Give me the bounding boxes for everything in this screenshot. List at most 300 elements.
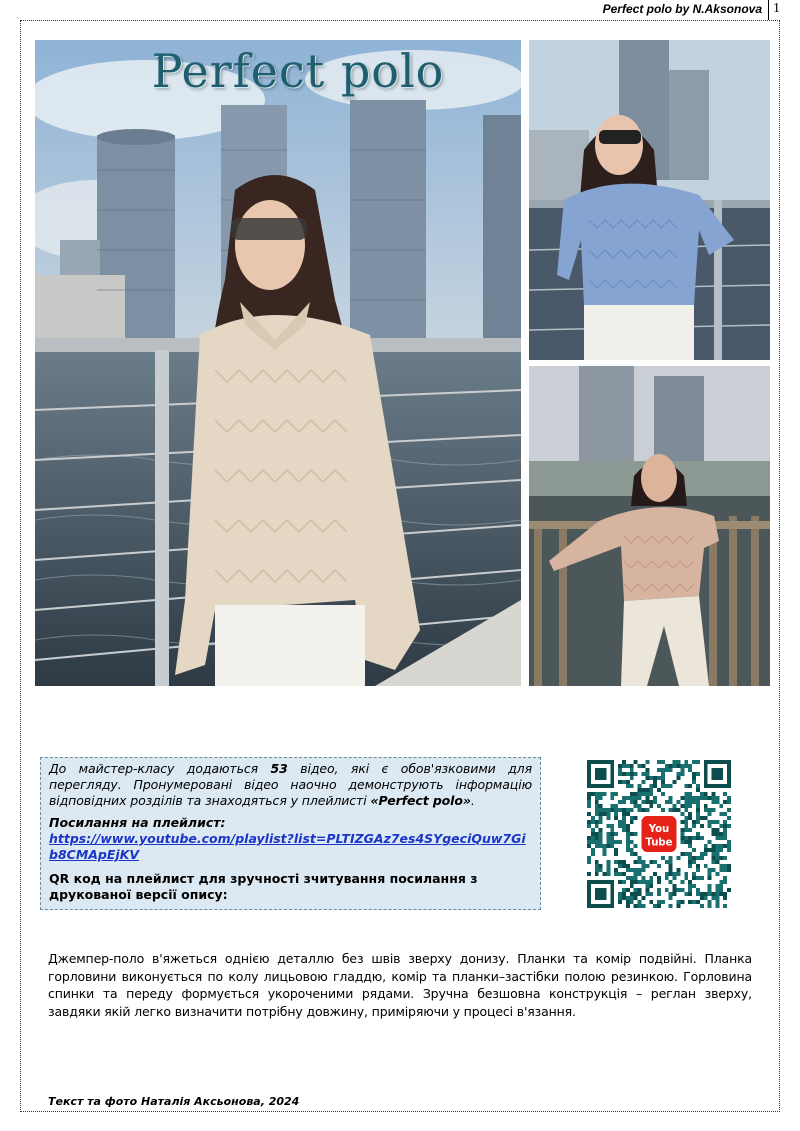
qr-module xyxy=(645,776,649,780)
qr-module xyxy=(712,796,716,800)
qr-module xyxy=(696,836,700,840)
qr-module xyxy=(634,792,638,796)
qr-module xyxy=(622,820,626,824)
qr-module xyxy=(719,836,723,840)
qr-module xyxy=(696,804,700,808)
qr-module xyxy=(618,768,622,772)
qr-module xyxy=(677,868,681,872)
qr-module xyxy=(723,856,727,860)
qr-module xyxy=(704,892,708,896)
playlist-qr-code[interactable] xyxy=(587,760,731,908)
qr-module xyxy=(603,872,607,876)
qr-module xyxy=(645,768,649,772)
pink-sweater-photo xyxy=(529,366,770,686)
qr-module xyxy=(634,876,638,880)
qr-module xyxy=(649,876,653,880)
qr-module xyxy=(680,764,684,768)
qr-module xyxy=(677,776,681,780)
qr-module xyxy=(614,872,618,876)
qr-module xyxy=(704,796,708,800)
qr-module xyxy=(657,768,661,772)
qr-module xyxy=(680,804,684,808)
qr-module xyxy=(700,816,704,820)
qr-module xyxy=(606,824,610,828)
qr-module xyxy=(614,860,618,864)
qr-module xyxy=(638,892,642,896)
qr-module xyxy=(638,804,642,808)
qr-module xyxy=(649,788,653,792)
qr-module xyxy=(688,852,692,856)
qr-module xyxy=(708,904,712,908)
qr-module xyxy=(657,892,661,896)
qr-module xyxy=(595,832,599,836)
qr-module xyxy=(673,884,677,888)
qr-module xyxy=(700,892,704,896)
qr-module xyxy=(677,904,681,908)
page-header xyxy=(603,0,780,18)
qr-module xyxy=(669,784,673,788)
qr-module xyxy=(630,820,634,824)
qr-module xyxy=(599,792,603,796)
qr-module xyxy=(587,872,591,876)
qr-module xyxy=(712,868,716,872)
qr-module xyxy=(618,808,622,812)
qr-module xyxy=(622,860,626,864)
qr-module xyxy=(700,824,704,828)
qr-module xyxy=(723,868,727,872)
qr-module xyxy=(610,832,614,836)
qr-module xyxy=(719,864,723,868)
qr-module xyxy=(657,788,661,792)
qr-module xyxy=(700,904,704,908)
qr-module xyxy=(727,796,731,800)
qr-module xyxy=(696,788,700,792)
qr-module xyxy=(680,832,684,836)
qr-module xyxy=(641,876,645,880)
qr-module xyxy=(614,808,618,812)
qr-module xyxy=(712,860,716,864)
qr-module xyxy=(657,876,661,880)
qr-module xyxy=(622,892,626,896)
qr-module xyxy=(661,856,665,860)
qr-module xyxy=(712,820,716,824)
qr-module xyxy=(630,784,634,788)
qr-module xyxy=(677,900,681,904)
qr-module xyxy=(630,896,634,900)
qr-module xyxy=(591,832,595,836)
qr-module xyxy=(626,896,630,900)
qr-module xyxy=(630,792,634,796)
qr-module xyxy=(715,852,719,856)
qr-module xyxy=(653,784,657,788)
qr-module xyxy=(603,848,607,852)
qr-module xyxy=(657,900,661,904)
blue-sweater-photo xyxy=(529,40,770,360)
qr-module xyxy=(587,840,591,844)
qr-module xyxy=(723,880,727,884)
playlist-link-label: Посилання на плейлист: xyxy=(49,815,226,830)
qr-module xyxy=(692,824,696,828)
qr-module xyxy=(618,864,622,868)
qr-module xyxy=(657,776,661,780)
qr-module xyxy=(723,820,727,824)
qr-module xyxy=(692,856,696,860)
qr-module xyxy=(704,792,708,796)
qr-module xyxy=(696,816,700,820)
qr-module xyxy=(688,784,692,788)
qr-module xyxy=(606,812,610,816)
qr-module xyxy=(665,876,669,880)
qr-module xyxy=(595,840,599,844)
qr-module xyxy=(641,800,645,804)
qr-module xyxy=(688,900,692,904)
video-info-box xyxy=(40,757,541,910)
qr-module xyxy=(587,800,591,804)
qr-module xyxy=(688,880,692,884)
qr-module xyxy=(649,860,653,864)
qr-module xyxy=(626,832,630,836)
qr-module xyxy=(688,764,692,768)
cover-title: Perfect polo xyxy=(151,44,445,98)
qr-module xyxy=(630,884,634,888)
qr-module xyxy=(634,880,638,884)
qr-module xyxy=(641,880,645,884)
qr-module xyxy=(700,876,704,880)
qr-module xyxy=(723,896,727,900)
qr-module xyxy=(630,880,634,884)
qr-module xyxy=(591,852,595,856)
qr-module xyxy=(634,868,638,872)
qr-module xyxy=(704,864,708,868)
qr-module xyxy=(634,816,638,820)
qr-module xyxy=(727,844,731,848)
qr-module xyxy=(719,824,723,828)
qr-module xyxy=(622,764,626,768)
qr-module xyxy=(599,868,603,872)
qr-module xyxy=(626,780,630,784)
qr-module xyxy=(641,904,645,908)
qr-module xyxy=(719,812,723,816)
qr-module xyxy=(622,808,626,812)
qr-module xyxy=(618,800,622,804)
qr-module xyxy=(653,776,657,780)
qr-module xyxy=(692,872,696,876)
qr-module xyxy=(719,884,723,888)
qr-module xyxy=(696,900,700,904)
qr-module xyxy=(688,816,692,820)
qr-module xyxy=(587,836,591,840)
qr-module xyxy=(587,820,591,824)
qr-module xyxy=(599,816,603,820)
qr-module xyxy=(661,768,665,772)
qr-module xyxy=(638,880,642,884)
qr-module xyxy=(599,828,603,832)
playlist-name: «Perfect polo» xyxy=(370,793,471,808)
qr-module xyxy=(692,876,696,880)
qr-module xyxy=(688,836,692,840)
qr-module xyxy=(634,888,638,892)
qr-module xyxy=(599,796,603,800)
qr-module xyxy=(645,884,649,888)
qr-module xyxy=(665,764,669,768)
qr-module xyxy=(688,828,692,832)
qr-module xyxy=(661,772,665,776)
qr-module xyxy=(700,856,704,860)
qr-module xyxy=(665,860,669,864)
qr-module xyxy=(622,872,626,876)
qr-module xyxy=(673,804,677,808)
qr-module xyxy=(622,772,626,776)
qr-module xyxy=(645,892,649,896)
qr-module xyxy=(649,892,653,896)
qr-module xyxy=(684,820,688,824)
qr-module xyxy=(712,792,716,796)
qr-module xyxy=(645,880,649,884)
qr-module xyxy=(626,876,630,880)
qr-module xyxy=(649,900,653,904)
qr-module xyxy=(638,860,642,864)
qr-module xyxy=(719,848,723,852)
qr-module xyxy=(723,836,727,840)
qr-module xyxy=(692,776,696,780)
qr-module xyxy=(688,856,692,860)
qr-module xyxy=(688,892,692,896)
qr-module xyxy=(665,800,669,804)
qr-module xyxy=(618,772,622,776)
qr-module xyxy=(657,804,661,808)
qr-module xyxy=(712,852,716,856)
qr-module xyxy=(692,836,696,840)
qr-module xyxy=(595,800,599,804)
qr-module xyxy=(603,844,607,848)
qr-module xyxy=(610,840,614,844)
qr-module xyxy=(673,780,677,784)
qr-module xyxy=(595,836,599,840)
qr-module xyxy=(723,824,727,828)
qr-module xyxy=(696,800,700,804)
qr-module xyxy=(708,824,712,828)
qr-module xyxy=(723,812,727,816)
qr-module xyxy=(591,820,595,824)
qr-module xyxy=(595,824,599,828)
playlist-link[interactable]: https://www.youtube.com/playlist?list=PLTIZGAz7es4SYgeciQuw7Gib8CMApEjKV xyxy=(49,831,526,862)
qr-module xyxy=(634,872,638,876)
qr-module xyxy=(715,872,719,876)
qr-module xyxy=(723,876,727,880)
qr-module xyxy=(684,836,688,840)
qr-module xyxy=(622,828,626,832)
qr-module xyxy=(645,796,649,800)
qr-module xyxy=(626,868,630,872)
qr-module xyxy=(634,904,638,908)
page-number: 1 xyxy=(768,0,780,20)
qr-module xyxy=(719,868,723,872)
qr-module xyxy=(618,824,622,828)
qr-module xyxy=(715,892,719,896)
qr-module xyxy=(595,808,599,812)
qr-module xyxy=(692,760,696,764)
qr-module xyxy=(708,888,712,892)
qr-module xyxy=(591,792,595,796)
qr-module xyxy=(587,796,591,800)
qr-module xyxy=(688,792,692,796)
qr-module xyxy=(638,856,642,860)
qr-module xyxy=(692,780,696,784)
qr-module xyxy=(618,900,622,904)
qr-module xyxy=(649,800,653,804)
qr-module xyxy=(688,884,692,888)
qr-module xyxy=(634,832,638,836)
qr-module xyxy=(638,904,642,908)
qr-module xyxy=(630,768,634,772)
qr-module xyxy=(618,764,622,768)
qr-module xyxy=(614,804,618,808)
qr-module xyxy=(618,896,622,900)
video-intro: До майстер-класу додаються 53 відео, які є обов'язковими для перегляду. Пронумеровані відео наочно демонструють інформацію відповідних розділів та знаходяться у плейлисті «Perfect polo». xyxy=(49,761,532,808)
qr-module xyxy=(626,888,630,892)
qr-module xyxy=(704,816,708,820)
qr-module xyxy=(684,892,688,896)
qr-module xyxy=(634,772,638,776)
qr-module xyxy=(595,868,599,872)
qr-module xyxy=(715,800,719,804)
qr-module xyxy=(638,788,642,792)
qr-module xyxy=(618,880,622,884)
qr-module xyxy=(622,816,626,820)
qr-module xyxy=(638,868,642,872)
qr-module xyxy=(692,796,696,800)
qr-module xyxy=(634,796,638,800)
qr-module xyxy=(704,844,708,848)
qr-module xyxy=(712,896,716,900)
qr-module xyxy=(677,772,681,776)
qr-module xyxy=(727,888,731,892)
qr-module xyxy=(727,800,731,804)
qr-module xyxy=(610,808,614,812)
qr-module xyxy=(692,860,696,864)
main-photo xyxy=(35,40,521,686)
qr-module xyxy=(708,808,712,812)
qr-module xyxy=(626,864,630,868)
qr-module xyxy=(610,844,614,848)
qr-module xyxy=(599,808,603,812)
qr-module xyxy=(630,868,634,872)
qr-module xyxy=(661,776,665,780)
qr-module xyxy=(603,792,607,796)
qr-module xyxy=(622,780,626,784)
qr-module xyxy=(712,832,716,836)
qr-module xyxy=(630,808,634,812)
qr-module xyxy=(696,784,700,788)
qr-module xyxy=(661,780,665,784)
qr-module xyxy=(661,784,665,788)
qr-module xyxy=(606,816,610,820)
qr-module xyxy=(661,792,665,796)
qr-module xyxy=(723,904,727,908)
qr-module xyxy=(591,840,595,844)
qr-module xyxy=(653,904,657,908)
qr-module xyxy=(599,840,603,844)
qr-module xyxy=(630,876,634,880)
qr-module xyxy=(595,812,599,816)
qr-module xyxy=(606,844,610,848)
qr-module xyxy=(700,796,704,800)
qr-module xyxy=(723,832,727,836)
qr-module xyxy=(638,888,642,892)
qr-module xyxy=(618,860,622,864)
qr-module xyxy=(630,796,634,800)
qr-module xyxy=(715,888,719,892)
qr-module xyxy=(591,848,595,852)
qr-module xyxy=(712,808,716,812)
qr-module xyxy=(649,880,653,884)
qr-module xyxy=(638,784,642,788)
qr-module xyxy=(641,792,645,796)
qr-module xyxy=(614,840,618,844)
qr-module xyxy=(618,872,622,876)
qr-module xyxy=(727,808,731,812)
qr-module xyxy=(606,872,610,876)
qr-module xyxy=(614,852,618,856)
qr-module xyxy=(712,848,716,852)
qr-module xyxy=(719,856,723,860)
qr-module xyxy=(645,772,649,776)
qr-module xyxy=(719,892,723,896)
qr-module xyxy=(669,892,673,896)
qr-module xyxy=(688,768,692,772)
qr-module xyxy=(645,808,649,812)
qr-module xyxy=(641,808,645,812)
qr-module xyxy=(649,804,653,808)
qr-module xyxy=(626,784,630,788)
qr-module xyxy=(696,760,700,764)
qr-module xyxy=(630,800,634,804)
qr-module xyxy=(708,876,712,880)
qr-module xyxy=(696,808,700,812)
qr-module xyxy=(688,800,692,804)
qr-module xyxy=(634,892,638,896)
qr-module xyxy=(708,892,712,896)
qr-module xyxy=(599,812,603,816)
qr-module xyxy=(599,832,603,836)
qr-module xyxy=(587,856,591,860)
qr-module xyxy=(630,900,634,904)
qr-module xyxy=(680,772,684,776)
qr-module xyxy=(618,892,622,896)
qr-module xyxy=(595,792,599,796)
qr-module xyxy=(673,808,677,812)
qr-module xyxy=(712,828,716,832)
qr-module xyxy=(684,784,688,788)
qr-module xyxy=(669,796,673,800)
qr-module xyxy=(692,884,696,888)
qr-module xyxy=(599,804,603,808)
qr-module xyxy=(645,864,649,868)
qr-module xyxy=(673,876,677,880)
qr-module xyxy=(622,796,626,800)
qr-module xyxy=(692,848,696,852)
qr-module xyxy=(587,844,591,848)
qr-module xyxy=(634,804,638,808)
qr-module xyxy=(712,844,716,848)
qr-module xyxy=(688,888,692,892)
qr-module xyxy=(723,828,727,832)
qr-module xyxy=(626,848,630,852)
qr-module xyxy=(653,780,657,784)
qr-module xyxy=(626,796,630,800)
qr-module xyxy=(680,880,684,884)
video-count: 53 xyxy=(270,761,288,776)
